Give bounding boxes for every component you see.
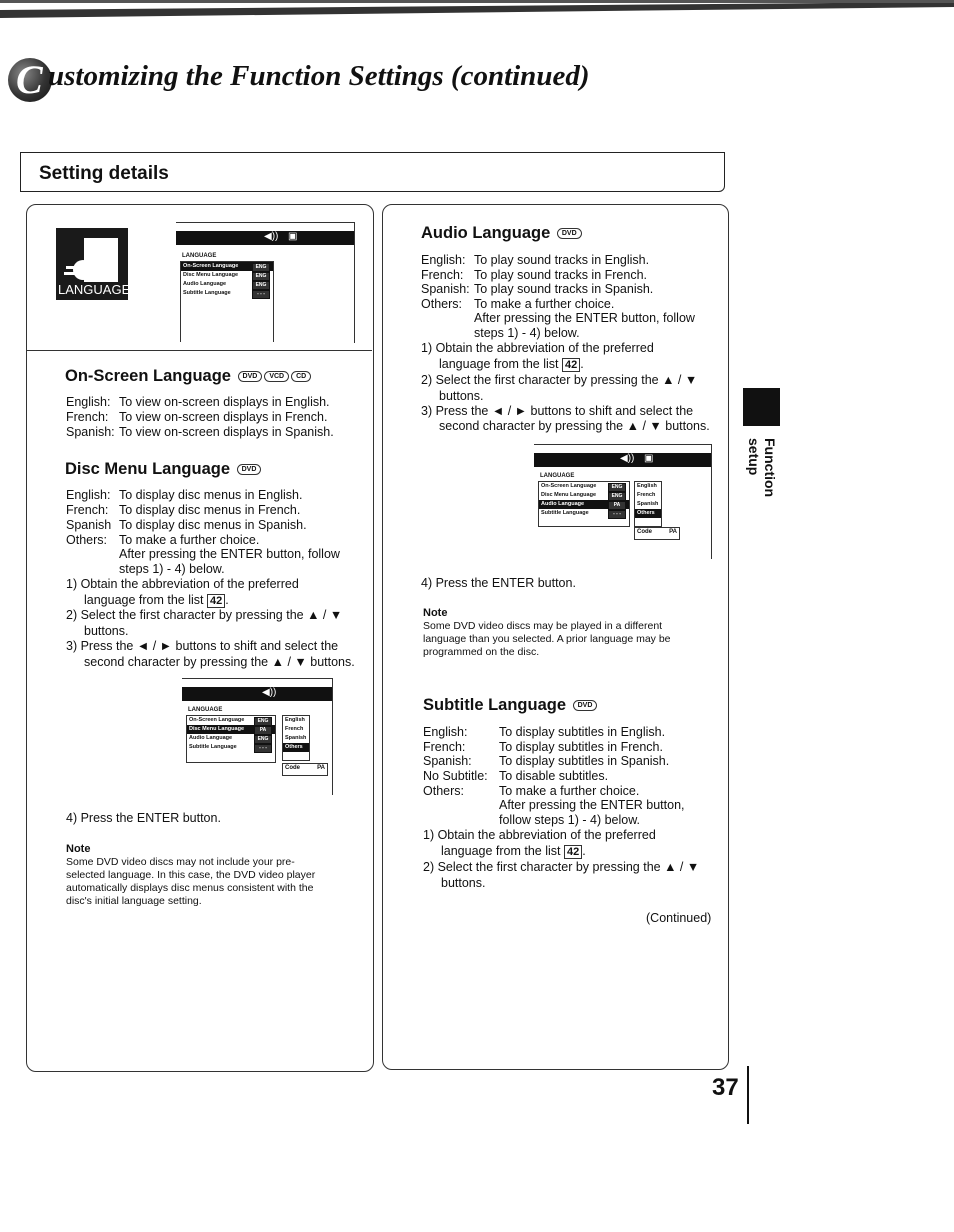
onscreen-row: English: To view on-screen displays in English. (66, 395, 330, 409)
side-tab-label: Function setup (746, 438, 778, 498)
dvd-badge: DVD (238, 371, 263, 382)
subtitle-row: English: To display subtitles in English. (423, 725, 666, 739)
onscreen-heading: On-Screen Language DVD VCD CD (65, 367, 311, 386)
discmenu-row: French: To display disc menus in French. (66, 503, 301, 517)
dvd-badge: DVD (573, 700, 598, 711)
page-ref: 42 (562, 358, 580, 372)
page-ref: 42 (207, 594, 225, 608)
osd-menu-item[interactable]: On-Screen Language ENG (181, 262, 273, 271)
osd-options (282, 715, 310, 761)
page-number: 37 (712, 1074, 739, 1101)
subtitle-row: French: To display subtitles in French. (423, 740, 663, 754)
osd-menu-item[interactable]: Disc Menu Language ENG (181, 271, 273, 280)
monitor-icon: ▣ (644, 453, 654, 464)
osd-option[interactable]: French (637, 492, 656, 498)
step-line: second character by pressing the ▲ / ▼ buttons. (84, 655, 355, 669)
osd-screen-main (176, 222, 355, 343)
step-line: 1) Obtain the abbreviation of the preferred (66, 577, 299, 591)
step-line: 2) Select the first character by pressing the ▲ / ▼ (423, 860, 700, 874)
discmenu-row: After pressing the ENTER button, follow (119, 547, 340, 561)
subtitle-row: Spanish: To display subtitles in Spanish. (423, 754, 670, 768)
osd-menu (186, 715, 276, 763)
osd-menu-item[interactable]: Subtitle Language - - - (187, 743, 275, 752)
osd-menu-item[interactable]: On-Screen Language ENG (187, 716, 275, 725)
side-tab-marker (743, 388, 780, 426)
osd-menu-item[interactable]: Subtitle Language - - - (539, 509, 629, 518)
osd-menu (180, 261, 274, 342)
audio-row: Others: To make a further choice. (421, 297, 615, 311)
discmenu-row: Spanish To display disc menus in Spanish. (66, 518, 307, 532)
section-title: Setting details (39, 163, 169, 184)
step-line: buttons. (439, 389, 484, 403)
section-header (20, 152, 725, 192)
dvd-badge: DVD (557, 228, 582, 239)
audio-note-heading: Note (423, 607, 448, 619)
osd-option[interactable]: English (637, 483, 657, 489)
osd-toolbar (176, 231, 354, 245)
top-decorative-bar (0, 0, 954, 18)
osd-menu-item[interactable]: Disc Menu Language PA (187, 725, 275, 734)
subtitle-row: After pressing the ENTER button, (499, 798, 685, 812)
vcd-badge: VCD (264, 371, 289, 382)
step-line: language from the list 42 . (439, 357, 584, 371)
step-line: 1) Obtain the abbreviation of the preferred (421, 341, 654, 355)
step-line: 2) Select the first character by pressing the ▲ / ▼ (66, 608, 343, 622)
discmenu-row: steps 1) - 4) below. (119, 562, 225, 576)
osd-menu-item[interactable]: Audio Language ENG (187, 734, 275, 743)
step-line: buttons. (441, 876, 486, 890)
step-line: 1) Obtain the abbreviation of the preferred (423, 828, 656, 842)
osd-option[interactable]: Spanish (285, 735, 307, 741)
dvd-badge: DVD (237, 464, 262, 475)
discmenu-note: Some DVD video discs may not include your pre- selected language. In this case, the DVD video player automatically displays disc menus consistent with the disc's initial language setting. (66, 856, 316, 907)
osd-option[interactable]: Others (635, 509, 661, 518)
audio-step4: 4) Press the ENTER button. (421, 576, 576, 590)
subtitle-row: follow steps 1) - 4) below. (499, 813, 641, 827)
osd-option[interactable]: Spanish (637, 501, 659, 507)
language-icon-label: LANGUAGE (58, 282, 131, 297)
osd-header: LANGUAGE (188, 707, 223, 713)
osd-option[interactable]: Others (283, 743, 309, 752)
speaker-icon: ◀)) (264, 231, 279, 242)
title-initial-badge: C (8, 58, 52, 102)
page-title (8, 52, 708, 108)
step-line: language from the list 42 . (441, 844, 586, 858)
step-line: second character by pressing the ▲ / ▼ buttons. (439, 419, 710, 433)
discmenu-row: English: To display disc menus in English. (66, 488, 303, 502)
monitor-icon: ▣ (288, 231, 298, 242)
page-title-text: ustomizing the Function Settings (continued) (48, 60, 590, 92)
osd-menu-item[interactable]: Audio Language ENG (181, 280, 273, 289)
osd-screen-audio (534, 444, 712, 559)
osd-menu-item[interactable]: Subtitle Language - - - (181, 289, 273, 298)
osd-menu-item[interactable]: On-Screen Language ENG (539, 482, 629, 491)
step-line: 3) Press the ◄ / ► buttons to shift and select the (66, 639, 339, 653)
discmenu-note-heading: Note (66, 843, 91, 855)
audio-row: English: To play sound tracks in English. (421, 253, 650, 267)
osd-menu (538, 481, 630, 527)
left-panel-divider (26, 350, 372, 351)
osd-code-box: Code PA (634, 527, 680, 540)
osd-toolbar (534, 453, 711, 467)
discmenu-heading: Disc Menu Language DVD (65, 460, 261, 479)
osd-option[interactable]: English (285, 717, 305, 723)
step-line: 3) Press the ◄ / ► buttons to shift and select the (421, 404, 694, 418)
osd-options (634, 481, 662, 527)
subtitle-row: No Subtitle: To disable subtitles. (423, 769, 609, 783)
osd-menu-item[interactable]: Audio Language PA (539, 500, 629, 509)
page-ref: 42 (564, 845, 582, 859)
audio-row: French: To play sound tracks in French. (421, 268, 647, 282)
discmenu-row: Others: To make a further choice. (66, 533, 260, 547)
osd-menu-item[interactable]: Disc Menu Language ENG (539, 491, 629, 500)
osd-code-box: Code PA (282, 763, 328, 776)
audio-row: steps 1) - 4) below. (474, 326, 580, 340)
subtitle-heading: Subtitle Language DVD (423, 696, 597, 715)
audio-row: After pressing the ENTER button, follow (474, 311, 695, 325)
audio-row: Spanish: To play sound tracks in Spanish. (421, 282, 654, 296)
continued-label: (Continued) (646, 911, 712, 925)
osd-header: LANGUAGE (182, 253, 217, 259)
subtitle-row: Others: To make a further choice. (423, 784, 640, 798)
speaker-icon: ◀)) (262, 687, 277, 698)
page-number-rule (747, 1066, 749, 1124)
audio-heading: Audio Language DVD (421, 224, 582, 243)
onscreen-row: French: To view on-screen displays in French. (66, 410, 328, 424)
onscreen-row: Spanish: To view on-screen displays in Spanish. (66, 425, 334, 439)
osd-screen-disc (182, 678, 333, 795)
step-line: buttons. (84, 624, 129, 638)
osd-header: LANGUAGE (540, 473, 575, 479)
language-icon (56, 228, 131, 300)
step-line: language from the list 42 . (84, 593, 229, 607)
speaker-icon: ◀)) (620, 453, 635, 464)
osd-option[interactable]: French (285, 726, 304, 732)
audio-note: Some DVD video discs may be played in a different language than you selected. A prior language may be programmed on the disc. (423, 620, 671, 658)
step-line: 2) Select the first character by pressing the ▲ / ▼ (421, 373, 698, 387)
discmenu-step4: 4) Press the ENTER button. (66, 811, 221, 825)
osd-toolbar (182, 687, 332, 701)
cd-badge: CD (291, 371, 311, 382)
